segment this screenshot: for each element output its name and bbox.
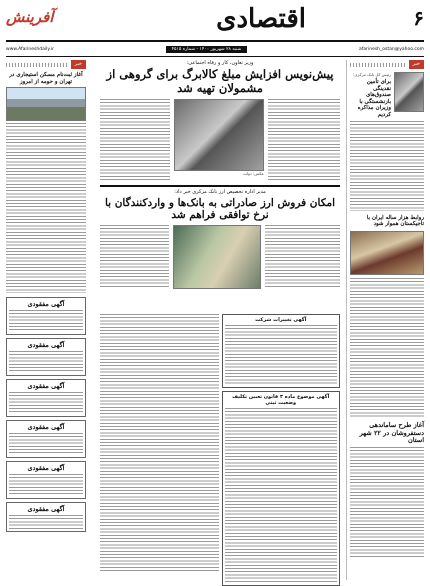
right-body-text <box>350 121 424 211</box>
notice-2 <box>222 391 341 586</box>
date-bar <box>6 43 424 55</box>
photo-caption: عکس: دولت <box>242 170 264 176</box>
notice2-title: آگهی موضوع ماده ۳ قانون تعیین تکلیف وضعیت ثبتی <box>232 394 330 406</box>
mid-kicker: مدیر اداره تخصیص ارز بانک مرکزی خبر داد: <box>174 188 266 195</box>
right-body-text-2 <box>350 278 424 418</box>
top-kicker: وزیر تعاون، کار و رفاه اجتماعی: <box>186 60 254 66</box>
mid-body-text-2 <box>100 225 169 289</box>
date-rule <box>6 56 424 57</box>
legal-notices <box>100 314 340 580</box>
housing-photo <box>6 87 86 121</box>
tajikistan-photo <box>350 231 424 275</box>
right-flag <box>350 60 424 69</box>
right-kicker: رئیس کل بانک مرکزی: <box>352 72 391 77</box>
left-flag-label: خبر <box>71 60 86 69</box>
date-line: شنبه ۲۸ شهریور ۱۴۰۰ - شماره ۴۵۱۵ <box>166 46 248 53</box>
governor-photo <box>394 72 424 112</box>
right-body-text-3 <box>350 447 424 557</box>
left-body-text <box>6 123 86 293</box>
right-headline: برای تأمین نقدینگی صندوق‌های بازنشستگی با وزیران مذاکره کردیم <box>357 79 391 118</box>
top-body-text-2 <box>100 99 170 181</box>
notice-1 <box>222 314 341 388</box>
page-number: ۶ <box>413 6 424 30</box>
masthead <box>6 4 424 42</box>
center-column <box>100 60 340 310</box>
ad-box: آگهی مفقودی <box>6 502 86 532</box>
ad-box: آگهی مفقودی <box>6 379 86 417</box>
ad-box: آگهی مفقودی <box>6 420 86 458</box>
right-second-headline: روابط هزار ساله ایران با تاجیکستان هموار شود <box>366 214 424 228</box>
ad-box: آگهی مفقودی <box>6 338 86 376</box>
left-flag <box>6 60 86 69</box>
mid-headline: امکان فروش ارز صادراتی به بانک‌ها و واردکنندگان با نرخ توافقی فراهم شد <box>104 196 336 222</box>
website-link[interactable]: www.Afarineshdaily.ir <box>6 46 54 52</box>
classified-ads <box>6 297 86 532</box>
brand-logo: آفرینش <box>6 8 54 26</box>
right-third-headline: آغاز طرح ساماندهی دستفروشان در ۲۲ شهر استان <box>359 420 424 445</box>
email-text[interactable]: afarinesh_ostan@yahoo.com <box>359 46 424 52</box>
left-column <box>6 60 86 580</box>
ad-box: آگهی مفقودی <box>6 297 86 335</box>
minister-photo <box>174 99 264 171</box>
currency-photo <box>173 225 261 289</box>
masthead-rule <box>6 40 424 42</box>
left-headline: آغاز ثبت‌نام مسکن استیجاری در تهران و حومه از امروز <box>9 72 83 85</box>
notice-column-text <box>100 314 219 572</box>
mid-body-text-1 <box>265 225 340 289</box>
top-headline: پیش‌نویس افزایش مبلغ کالابرگ برای گروهی از مشمولان تهیه شد <box>106 67 334 95</box>
flag-label: خبر <box>409 60 424 69</box>
right-column <box>346 60 424 580</box>
top-body-text-1 <box>268 99 340 181</box>
ad-box: آگهی مفقودی <box>6 461 86 499</box>
notice-title: آگهی تغییرات شرکت <box>255 317 307 323</box>
section-title: اقتصادی <box>216 4 306 34</box>
